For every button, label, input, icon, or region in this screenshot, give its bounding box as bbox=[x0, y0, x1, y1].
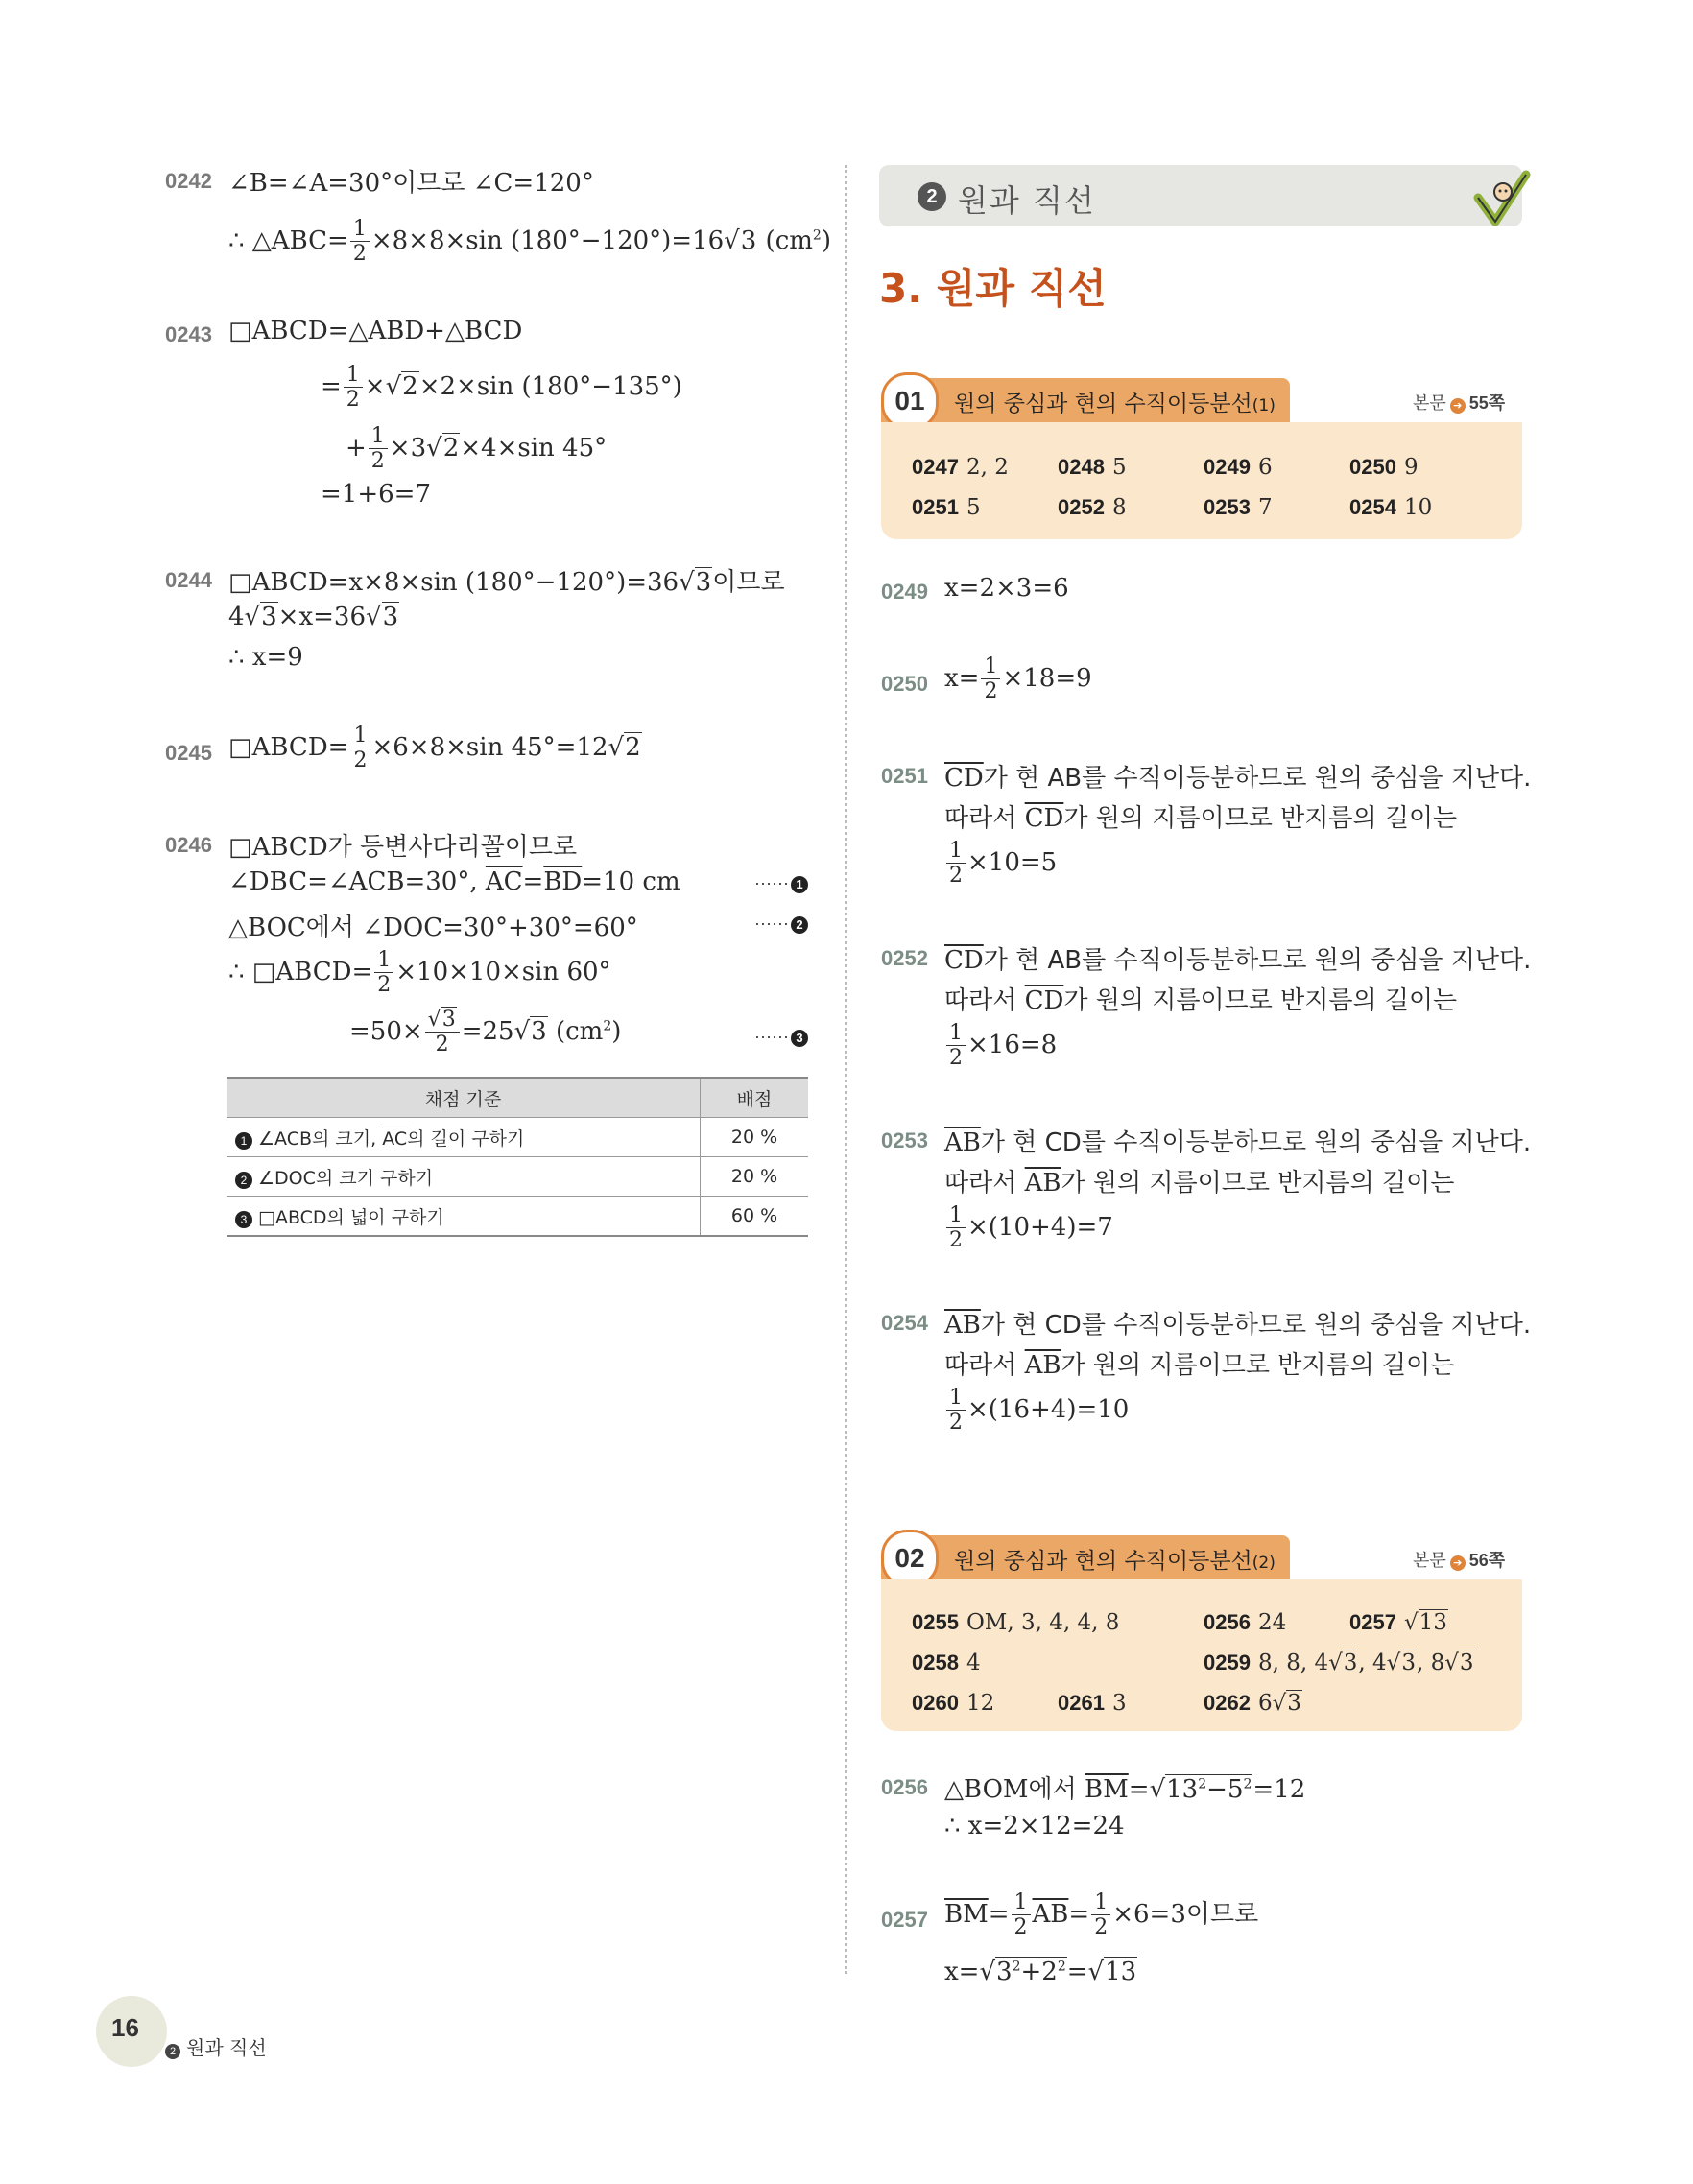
points-cell: 60 % bbox=[701, 1197, 809, 1237]
problem-number: 0254 bbox=[881, 1311, 928, 1335]
fraction: $\frac{1}{2}$ bbox=[946, 841, 966, 887]
solution-line bbox=[228, 163, 594, 199]
fraction: $\frac{1}{2}$ bbox=[1012, 1892, 1031, 1938]
text: 이므로 bbox=[393, 169, 465, 198]
solution-line: △BOM에서 $\overline{BM}=√13^2-5^2=12$ bbox=[944, 1775, 1306, 1804]
step-marker: ······ 3 bbox=[754, 1027, 808, 1047]
solution-line: 따라서 $\overline{CD}$가 원의 지름이므로 반지름의 길이는 bbox=[944, 804, 1458, 833]
solution-line: $\frac{1}{2}$ ×(10+4)=7 bbox=[944, 1205, 1113, 1251]
solution-line: □ABCD=x×8×sin (180°−120°)=36√3이므로 bbox=[228, 568, 785, 597]
answer-item: 0257 √13 bbox=[1349, 1610, 1447, 1635]
solution-line: + $\frac{1}{2}$ ×3√2×4×sin 45° bbox=[346, 424, 608, 473]
answer-item: 0260 12 bbox=[912, 1691, 995, 1716]
fraction: $\frac{1}{2}$ bbox=[369, 426, 388, 472]
solution-line: 따라서 $\overline{AB}$가 원의 지름이므로 반지름의 길이는 bbox=[944, 1169, 1455, 1198]
table-header: 채점 기준 bbox=[227, 1078, 701, 1118]
fraction: $\frac{1}{2}$ bbox=[1091, 1892, 1110, 1938]
step-marker: ······ 1 bbox=[754, 873, 808, 893]
box-number-badge: 01 bbox=[881, 372, 939, 430]
problem-number: 0252 bbox=[881, 946, 928, 970]
solution-line: ∴ x=2×12=24 bbox=[944, 1812, 1125, 1840]
page-number: 16 bbox=[111, 2013, 139, 2042]
fraction: $\frac{1}{2}$ bbox=[350, 219, 370, 265]
solution-line: ∴ □ABCD= $\frac{1}{2}$ ×10×10×sin 60° bbox=[228, 948, 611, 997]
solution-line: △BOC에서 ∠DOC=30°+30°=60° bbox=[228, 914, 638, 942]
problem-number: 0249 bbox=[881, 580, 928, 604]
answer-item: 0261 3 bbox=[1058, 1691, 1127, 1716]
solution-line: 4√3×x=36√3 bbox=[228, 603, 399, 631]
answer-item: 0249 6 bbox=[1204, 455, 1273, 480]
solution-line: □ABCD= $\frac{1}{2}$ ×6×8×sin 45°=12√2 bbox=[228, 724, 641, 772]
solution-line: $\frac{1}{2}$ ×10=5 bbox=[944, 841, 1057, 887]
problem-number: 0253 bbox=[881, 1128, 928, 1152]
problem-number: 0245 bbox=[165, 741, 212, 765]
problem-number: 0244 bbox=[165, 568, 212, 592]
math: ×8×8×sin (180°−120°)=16 bbox=[370, 226, 725, 255]
table-row bbox=[227, 1197, 808, 1237]
problem-number: 0256 bbox=[881, 1775, 928, 1799]
fraction: $\frac{1}{2}$ bbox=[946, 1023, 966, 1069]
table-row bbox=[227, 1157, 808, 1197]
solution-line: $x=√3^2+2^2=√13$ bbox=[944, 1958, 1137, 1986]
points-cell: 20 % bbox=[701, 1157, 809, 1197]
solution-line: □ABCD=△ABD+△BCD bbox=[228, 317, 523, 345]
answer-box bbox=[881, 422, 1522, 539]
fraction: $\frac{1}{2}$ bbox=[350, 725, 370, 772]
answer-item: 0253 7 bbox=[1204, 495, 1273, 520]
column-divider bbox=[845, 165, 847, 1974]
answer-item: 0255 OM, 3, 4, 4, 8 bbox=[912, 1610, 1120, 1635]
mascot-icon bbox=[1468, 169, 1536, 230]
arrow-right-icon: ➔ bbox=[1450, 1555, 1466, 1571]
problem-number: 0250 bbox=[881, 672, 928, 696]
arrow-right-icon: ➔ bbox=[1450, 398, 1466, 414]
answer-item: 0256 24 bbox=[1204, 1610, 1287, 1635]
answer-item: 0258 4 bbox=[912, 1650, 981, 1675]
problem-number: 0243 bbox=[165, 322, 212, 346]
answer-item: 0248 5 bbox=[1058, 455, 1127, 480]
solution-line: $\overline{CD}$가 현 AB를 수직이등분하므로 원의 중심을 지난다. bbox=[944, 946, 1532, 975]
solution-line: ∴ △ABC= $\frac{1}{2}$ ×8×8×sin (180°−120°)=16√3 $(cm^2)$ bbox=[228, 217, 831, 266]
solution-line: $\overline{AB}$가 현 CD를 수직이등분하므로 원의 중심을 지난다. bbox=[944, 1311, 1532, 1340]
solution-line: $\frac{1}{2}$ ×(16+4)=10 bbox=[944, 1388, 1129, 1434]
step-marker: ······ 2 bbox=[754, 914, 808, 934]
solution-line: 따라서 $\overline{CD}$가 원의 지름이므로 반지름의 길이는 bbox=[944, 986, 1458, 1015]
answer-item: 0250 9 bbox=[1349, 455, 1419, 480]
page-reference: 본문 ➔ 55쪽 bbox=[1413, 393, 1506, 414]
solution-line: $\overline{CD}$가 현 AB를 수직이등분하므로 원의 중심을 지난다. bbox=[944, 764, 1532, 793]
solution-line: 따라서 $\overline{AB}$가 원의 지름이므로 반지름의 길이는 bbox=[944, 1351, 1455, 1380]
solution-line: x= $\frac{1}{2}$ ×18=9 bbox=[944, 654, 1092, 703]
footer-chapter: 2 원과 직선 bbox=[165, 2032, 267, 2060]
section-title: 3. 원과 직선 bbox=[879, 265, 1107, 312]
solution-line: = $\frac{1}{2}$ ×√2×2×sin (180°−135°) bbox=[321, 363, 682, 412]
answer-item: 0254 10 bbox=[1349, 495, 1433, 520]
fraction: $\frac{1}{2}$ bbox=[981, 656, 1000, 702]
points-cell: 20 % bbox=[701, 1118, 809, 1157]
answer-item: 0262 6√3 bbox=[1204, 1691, 1301, 1716]
solution-line: $\overline{BM}=$ $\frac{1}{2}$ $\overline{AB}=$ $\frac{1}{2}$ ×6=3이므로 bbox=[944, 1890, 1259, 1939]
answer-item: 0259 8, 8, 4√3, 4√3, 8√3 bbox=[1204, 1650, 1474, 1675]
fraction: $\frac{√3}{2}$ bbox=[425, 1009, 460, 1056]
solution-line: x=2×3=6 bbox=[944, 574, 1069, 603]
table-header-row bbox=[227, 1078, 808, 1118]
fraction: $\frac{1}{2}$ bbox=[344, 365, 363, 411]
solution-line: =50× $\frac{√3}{2}$ =25√3 $(cm^2)$ bbox=[349, 1008, 622, 1056]
answer-item: 0251 5 bbox=[912, 495, 981, 520]
chapter-header-bar bbox=[879, 165, 1522, 226]
fraction: $\frac{1}{2}$ bbox=[946, 1205, 966, 1251]
table-row bbox=[227, 1118, 808, 1157]
box-number-badge: 02 bbox=[881, 1530, 939, 1587]
solution-line: ∴ x=9 bbox=[228, 643, 303, 672]
problem-number: 0257 bbox=[881, 1908, 928, 1932]
page-reference: 본문 ➔ 56쪽 bbox=[1413, 1551, 1506, 1571]
math: ∠B=∠A=30° bbox=[228, 169, 393, 198]
table-header: 배점 bbox=[701, 1078, 809, 1118]
chapter-number-badge: 2 bbox=[918, 182, 946, 211]
chapter-title: 원과 직선 bbox=[958, 182, 1096, 219]
criterion-cell: 2 ∠DOC의 크기 구하기 bbox=[227, 1157, 701, 1197]
problem-number: 0242 bbox=[165, 169, 212, 193]
box-title: 원의 중심과 현의 수직이등분선(1) bbox=[954, 392, 1276, 416]
fraction: $\frac{1}{2}$ bbox=[374, 950, 393, 996]
solution-line: $\overline{AB}$가 현 CD를 수직이등분하므로 원의 중심을 지난다. bbox=[944, 1128, 1532, 1157]
solution-line: ∠DBC=∠ACB=30°, $\overline{AC}=\overline{BD}=10$ cm bbox=[228, 867, 680, 896]
answer-item: 0247 2, 2 bbox=[912, 455, 1009, 480]
sqrt: 3 bbox=[740, 226, 757, 255]
box-title: 원의 중심과 현의 수직이등분선(2) bbox=[954, 1549, 1276, 1574]
fraction: $\frac{1}{2}$ bbox=[946, 1388, 966, 1434]
problem-number: 0246 bbox=[165, 833, 212, 857]
math: ∠C=120° bbox=[472, 169, 594, 198]
criterion-cell: 1 ∠ACB의 크기, $\overline{AC}$의 길이 구하기 bbox=[227, 1118, 701, 1157]
scoring-table bbox=[227, 1077, 808, 1237]
math: ∴ △ABC= bbox=[228, 226, 348, 255]
problem-number: 0251 bbox=[881, 764, 928, 788]
solution-line: □ABCD가 등변사다리꼴이므로 bbox=[228, 833, 578, 862]
answer-item: 0252 8 bbox=[1058, 495, 1127, 520]
solution-line: =1+6=7 bbox=[321, 480, 431, 509]
criterion-cell: 3 □ABCD의 넓이 구하기 bbox=[227, 1197, 701, 1237]
solution-line: $\frac{1}{2}$ ×16=8 bbox=[944, 1023, 1057, 1069]
